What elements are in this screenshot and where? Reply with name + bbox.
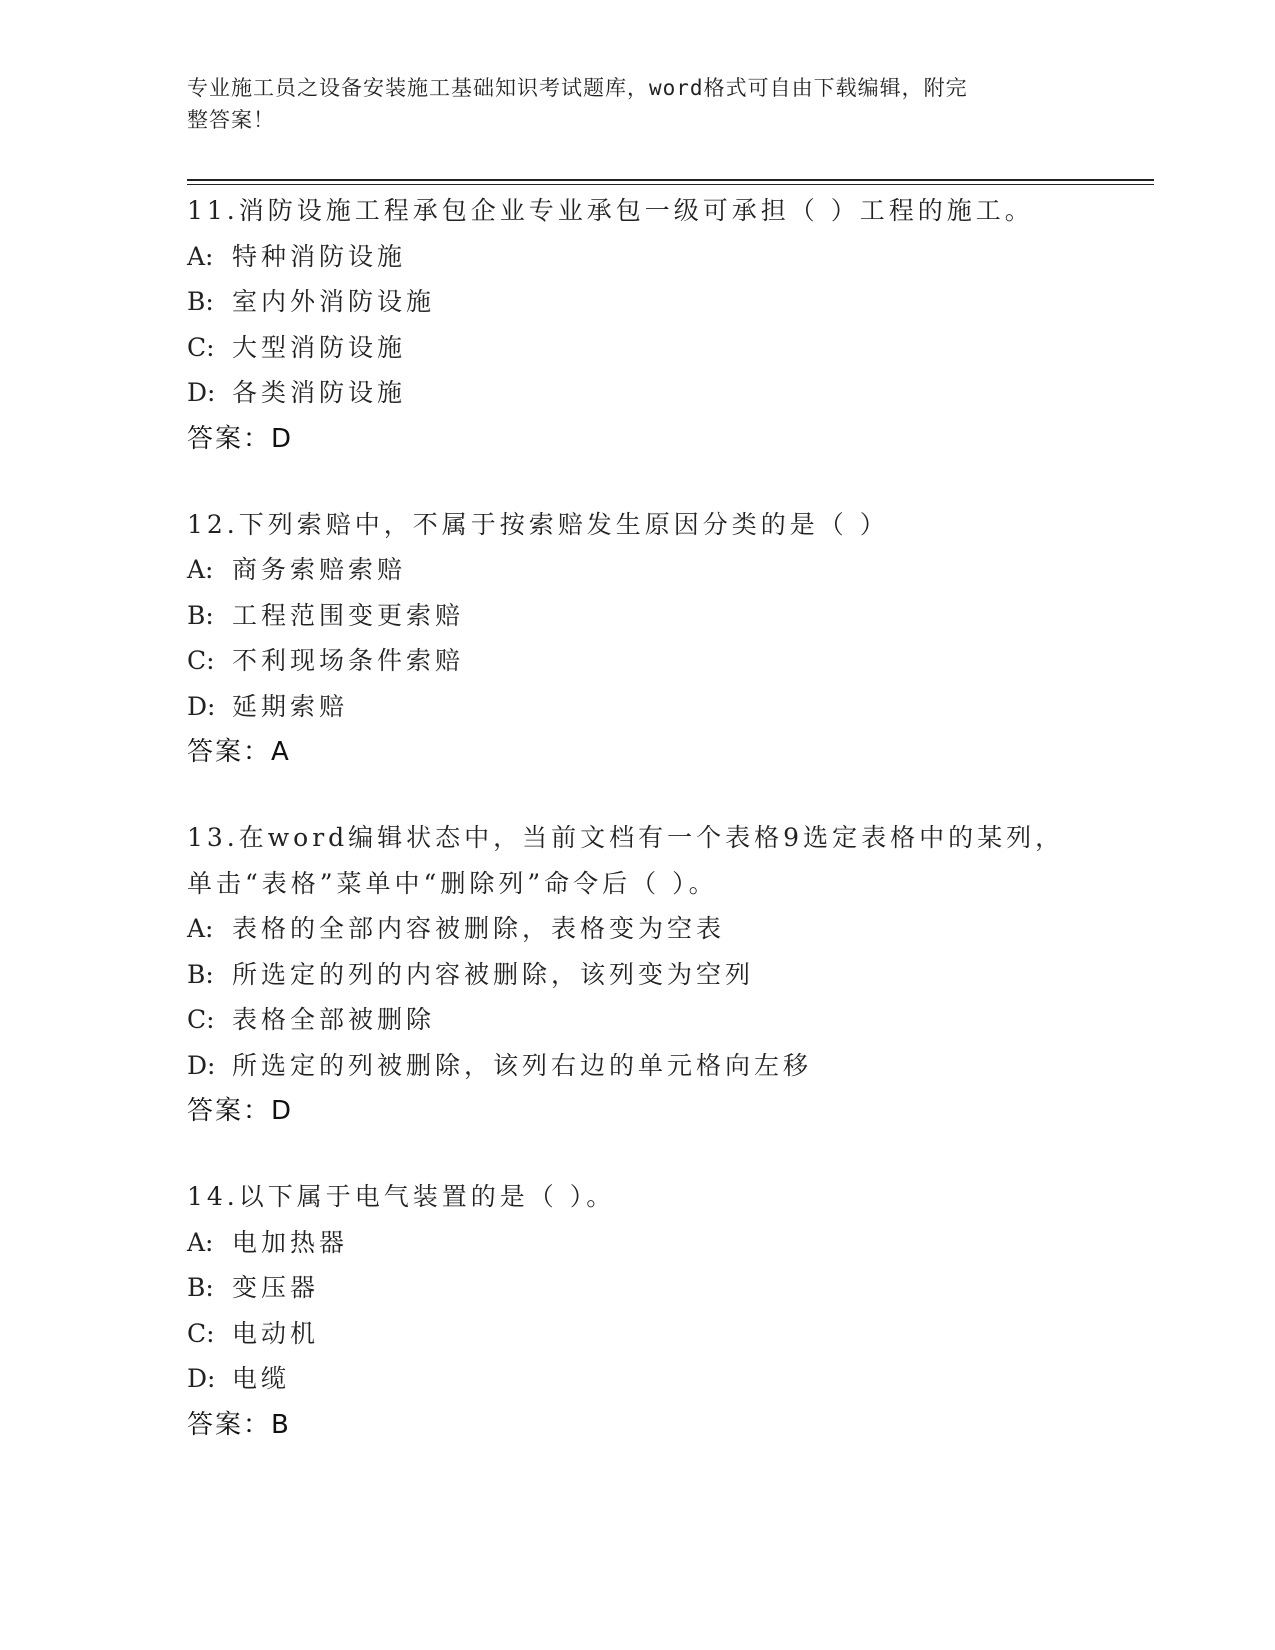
option-letter: A: — [187, 914, 214, 943]
header-rule-thin — [187, 184, 1154, 185]
option-d — [187, 684, 1147, 730]
option-text: 室内外消防设施 — [232, 287, 436, 316]
option-letter: D: — [187, 1364, 216, 1393]
document-header — [187, 72, 1067, 136]
option-letter: A: — [187, 241, 214, 271]
option-text: 不利现场条件索赔 — [232, 646, 465, 675]
option-c — [187, 325, 1147, 371]
option-letter: B: — [187, 1273, 214, 1302]
question-stem-continued: 单击“表格”菜单中“删除列”命令后（ ）。 — [187, 868, 718, 898]
question-stem: 11.消防设施工程承包企业专业承包一级可承担（ ）工程的施工。 — [187, 196, 1034, 225]
option-text: 延期索赔 — [232, 691, 349, 721]
option-text: 所选定的列被删除，该列右边的单元格向左移 — [232, 1050, 813, 1080]
option-text: 电动机 — [232, 1318, 320, 1348]
option-text: 电缆 — [232, 1364, 291, 1393]
question-list — [187, 188, 1147, 1488]
option-c — [187, 997, 1147, 1043]
header-line-1: 专业施工员之设备安装施工基础知识考试题库，word格式可自由下载编辑，附完 — [187, 76, 968, 100]
option-d — [187, 1356, 1147, 1402]
option-text: 变压器 — [232, 1273, 320, 1302]
option-text: 所选定的列的内容被删除，该列变为空列 — [232, 959, 755, 989]
option-d — [187, 1043, 1147, 1089]
header-rule-thick — [187, 179, 1154, 181]
option-b — [187, 1265, 1147, 1311]
question-stem: 13.在word编辑状态中，当前文档有一个表格9选定表格中的某列， — [187, 823, 1065, 852]
answer-line: 答案：D — [187, 423, 294, 454]
option-c — [187, 1311, 1147, 1357]
question-stem: 12.下列索赔中，不属于按索赔发生原因分类的是（ ） — [187, 509, 889, 539]
option-a — [187, 1220, 1147, 1266]
option-text: 工程范围变更索赔 — [232, 600, 465, 630]
option-letter: B: — [187, 287, 214, 316]
option-a — [187, 234, 1147, 280]
option-letter: D: — [187, 691, 216, 721]
option-text: 特种消防设施 — [232, 241, 407, 271]
option-letter: B: — [187, 600, 214, 630]
option-letter: B: — [187, 959, 214, 989]
option-text: 各类消防设施 — [232, 378, 407, 407]
option-text: 大型消防设施 — [232, 332, 407, 362]
option-b — [187, 952, 1147, 998]
question-14 — [187, 1174, 1147, 1448]
answer-line: 答案：A — [187, 737, 291, 767]
question-13 — [187, 815, 1147, 1134]
option-text: 表格的全部内容被删除，表格变为空表 — [232, 914, 726, 943]
option-letter: D: — [187, 1050, 216, 1080]
option-c — [187, 638, 1147, 684]
question-12 — [187, 502, 1147, 776]
option-a — [187, 547, 1147, 593]
option-b — [187, 279, 1147, 325]
header-line-2: 整答案！ — [187, 108, 275, 132]
option-letter: A: — [187, 1227, 214, 1257]
option-b — [187, 593, 1147, 639]
option-d — [187, 370, 1147, 416]
question-11 — [187, 188, 1147, 462]
option-letter: A: — [187, 555, 214, 584]
option-letter: C: — [187, 332, 215, 362]
option-a — [187, 906, 1147, 952]
option-text: 表格全部被删除 — [232, 1005, 436, 1034]
option-text: 商务索赔索赔 — [232, 555, 407, 584]
answer-line: 答案：B — [187, 1409, 291, 1440]
option-text: 电加热器 — [232, 1227, 349, 1257]
option-letter: C: — [187, 646, 215, 675]
option-letter: C: — [187, 1005, 215, 1034]
question-stem: 14.以下属于电气装置的是（ ）。 — [187, 1182, 616, 1211]
answer-line: 答案：D — [187, 1096, 294, 1126]
option-letter: D: — [187, 378, 216, 407]
option-letter: C: — [187, 1318, 215, 1348]
